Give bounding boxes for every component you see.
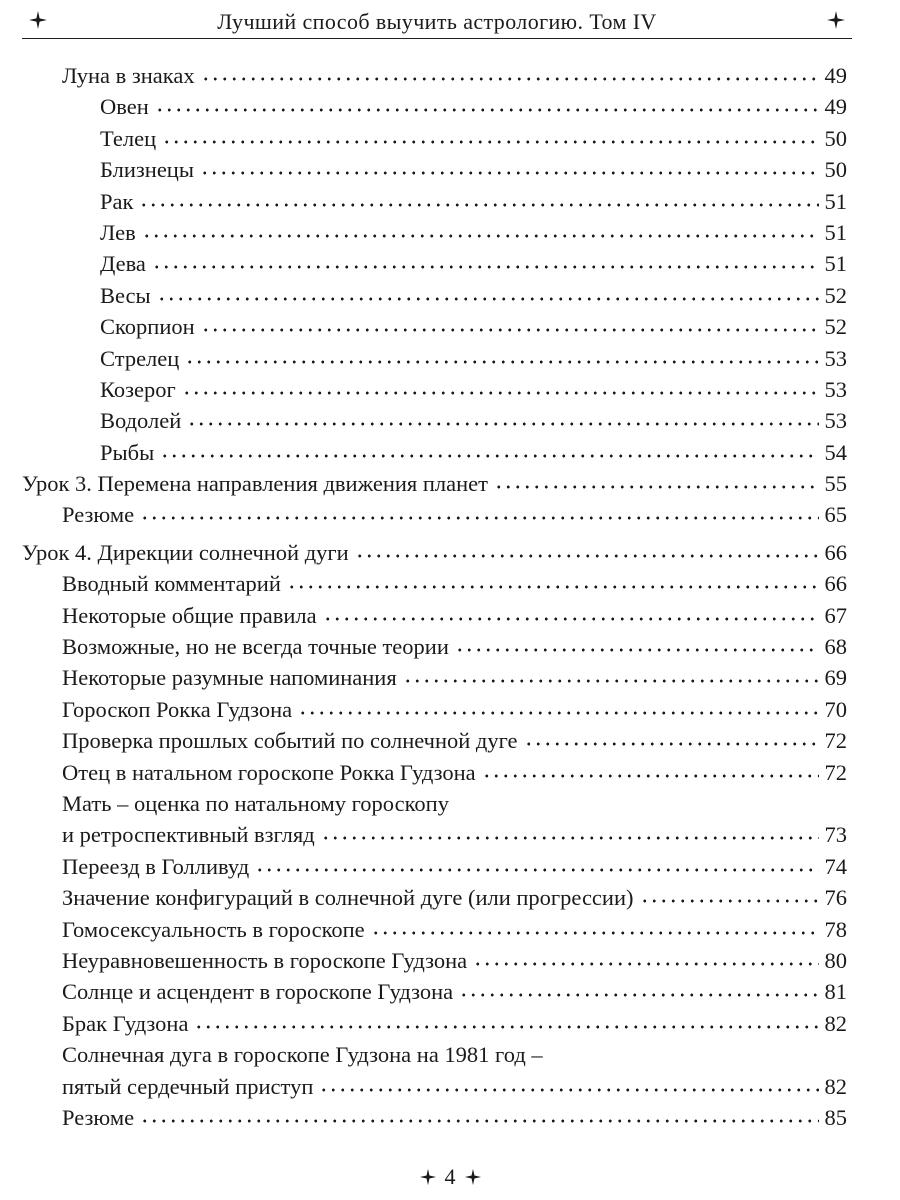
toc-entry-label: Козерог <box>100 376 176 402</box>
toc-page-number: 52 <box>824 314 847 340</box>
star-ornament-icon <box>419 1168 437 1186</box>
toc-entry-moon-in-signs[interactable] <box>22 60 847 91</box>
dot-leader <box>200 170 819 176</box>
toc-page-number: 67 <box>824 602 847 628</box>
book-title: Лучший способ выучить астрологию. Том IV <box>217 9 657 34</box>
toc-page-number: 51 <box>824 219 847 245</box>
toc-entry-label: Некоторые разумные напоминания <box>62 665 397 691</box>
toc-entry-arc-1981-line1[interactable]: Солнечная дуга в гороскопе Гудзона на 1981 год – <box>62 1042 543 1068</box>
toc-entry[interactable] <box>22 694 847 725</box>
toc-entry[interactable] <box>22 1008 847 1039</box>
toc-entry-label: Весы <box>100 282 151 308</box>
toc-entry-label: Скорпион <box>100 314 195 340</box>
toc-entry[interactable] <box>22 217 847 248</box>
dot-leader <box>194 1024 818 1030</box>
toc-page-number: 49 <box>824 63 847 88</box>
toc-entry-label: Некоторые общие правила <box>62 602 317 628</box>
toc-entry[interactable] <box>22 914 847 945</box>
toc-entry-lesson-3[interactable] <box>22 468 847 499</box>
toc-entry[interactable] <box>22 186 847 217</box>
lesson-4-list <box>22 568 847 788</box>
page-footer <box>0 1164 900 1190</box>
toc-entry-arc-1981[interactable] <box>22 1071 847 1102</box>
dot-leader <box>403 678 819 684</box>
toc-entry-label: Гомосексуальность в гороскопе <box>62 916 365 942</box>
toc-entry-label: Проверка прошлых событий по солнечной дуге <box>62 728 518 754</box>
toc-page-number: 65 <box>824 502 847 528</box>
toc-page-number: 66 <box>824 539 847 565</box>
dot-leader <box>160 453 818 459</box>
dot-leader <box>355 553 819 559</box>
dot-leader <box>323 616 819 622</box>
toc-page-number: 53 <box>824 376 847 402</box>
toc-entry-label: Овен <box>100 94 149 120</box>
toc-entry-label: пятый сердечный приступ <box>62 1073 314 1099</box>
toc-entry-label: Рыбы <box>100 439 155 465</box>
dot-leader <box>152 264 819 270</box>
lesson-3-list <box>22 499 847 530</box>
toc-page-number: 78 <box>824 916 847 942</box>
toc-entry[interactable] <box>22 280 847 311</box>
star-ornament-icon <box>464 1168 482 1186</box>
toc-entry[interactable] <box>22 499 847 530</box>
toc-entry-lesson-4[interactable] <box>22 537 847 568</box>
toc-entry-label: Урок 3. Перемена направления движения планет <box>22 471 488 497</box>
dot-leader <box>185 359 818 365</box>
dot-leader <box>524 741 819 747</box>
toc-entry[interactable] <box>22 123 847 154</box>
toc-entry-label: Телец <box>100 125 157 151</box>
toc-entry[interactable] <box>22 311 847 342</box>
toc-page-number: 53 <box>824 408 847 434</box>
toc-entry-label: Лев <box>100 219 136 245</box>
toc-entry[interactable] <box>22 154 847 185</box>
toc-entry-label: Солнце и асцендент в гороскопе Гудзона <box>62 979 454 1005</box>
toc-page-number: 53 <box>824 345 847 371</box>
dot-leader <box>155 107 819 113</box>
toc-entry[interactable] <box>22 600 847 631</box>
toc-page-number: 66 <box>824 571 847 597</box>
toc-entry-label: Брак Гудзона <box>62 1010 189 1036</box>
toc-entry-label: Рак <box>100 188 134 214</box>
toc-page-number: 80 <box>824 947 847 973</box>
toc-entry[interactable] <box>22 725 847 756</box>
toc-entry[interactable] <box>22 374 847 405</box>
dot-leader <box>287 584 819 590</box>
dot-leader <box>140 515 818 521</box>
toc-entry[interactable] <box>22 91 847 122</box>
toc-entry[interactable] <box>22 437 847 468</box>
dot-leader <box>321 835 819 841</box>
toc-entry-label: Неуравновешенность в гороскопе Гудзона <box>62 947 468 973</box>
toc-entry-label: Стрелец <box>100 345 180 371</box>
moon-signs-list <box>22 91 847 468</box>
toc-entry-label: Отец в натальном гороскопе Рокка Гудзона <box>62 759 476 785</box>
dot-leader <box>162 139 818 145</box>
toc-entry[interactable] <box>22 405 847 436</box>
toc-page-number: 70 <box>824 696 847 722</box>
toc-entry[interactable] <box>22 976 847 1007</box>
dot-leader <box>494 484 819 490</box>
toc-entry-label: Вводный комментарий <box>62 571 281 597</box>
toc-entry[interactable] <box>22 568 847 599</box>
toc-entry-mother[interactable] <box>22 819 847 850</box>
page-header <box>22 6 852 39</box>
toc-entry[interactable] <box>22 757 847 788</box>
toc-page-number: 76 <box>824 885 847 911</box>
toc-entry-label: Дева <box>100 251 146 277</box>
toc-page-number: 82 <box>824 1073 847 1099</box>
toc-entry-label: Луна в знаках <box>62 63 195 88</box>
dot-leader <box>140 1118 818 1124</box>
toc-entry-label: Значение конфигураций в солнечной дуге (или прогрессии) <box>62 885 634 911</box>
dot-leader <box>298 710 818 716</box>
dot-leader <box>455 647 819 653</box>
toc-page-number: 68 <box>824 634 847 660</box>
toc-entry[interactable] <box>22 343 847 374</box>
toc-entry-label: Резюме <box>62 1104 135 1130</box>
toc-entry[interactable] <box>22 945 847 976</box>
toc-page-number: 69 <box>824 665 847 691</box>
toc-entry[interactable] <box>22 248 847 279</box>
dot-leader <box>139 202 818 208</box>
dot-leader <box>459 992 818 998</box>
toc-page-number: 73 <box>824 822 847 848</box>
toc-page-number: 81 <box>824 979 847 1005</box>
dot-leader <box>201 76 819 82</box>
toc-entry-label: Возможные, но не всегда точные теории <box>62 634 449 660</box>
dot-leader <box>182 390 819 396</box>
dot-leader <box>142 233 819 239</box>
dot-leader <box>482 773 819 779</box>
toc-entry-summary[interactable] <box>22 1102 847 1133</box>
toc-entry-label: и ретроспективный взгляд <box>62 822 315 848</box>
page-number: 4 <box>444 1164 456 1189</box>
toc-entry-label: Урок 4. Дирекции солнечной дуги <box>22 539 349 565</box>
toc-page-number: 72 <box>824 728 847 754</box>
toc-entry[interactable] <box>22 882 847 913</box>
lesson-4-list-continued <box>22 851 847 1039</box>
dot-leader <box>371 930 819 936</box>
toc-page-number: 51 <box>824 188 847 214</box>
dot-leader <box>640 898 819 904</box>
dot-leader <box>255 867 818 873</box>
toc-page-number: 50 <box>824 125 847 151</box>
toc-page-number: 51 <box>824 251 847 277</box>
toc-page-number: 52 <box>824 282 847 308</box>
toc-page-number: 72 <box>824 759 847 785</box>
toc-entry-mother-line1[interactable]: Мать – оценка по натальному гороскопу <box>62 790 449 816</box>
toc-entry[interactable] <box>22 662 847 693</box>
dot-leader <box>473 961 818 967</box>
toc-entry-label: Переезд в Голливуд <box>62 853 250 879</box>
toc-page-number: 85 <box>824 1104 847 1130</box>
dot-leader <box>157 296 819 302</box>
toc-page-number: 54 <box>824 439 847 465</box>
toc-entry[interactable] <box>22 851 847 882</box>
dot-leader <box>201 327 819 333</box>
toc-entry-label: Гороскоп Рокка Гудзона <box>62 696 293 722</box>
toc-entry-label: Резюме <box>62 502 135 528</box>
dot-leader <box>319 1087 818 1093</box>
table-of-contents <box>22 60 847 1133</box>
toc-page-number: 74 <box>824 853 847 879</box>
toc-page-number: 49 <box>824 94 847 120</box>
toc-entry-label: Водолей <box>100 408 182 434</box>
star-ornament-icon <box>826 10 846 30</box>
toc-entry-label: Близнецы <box>100 157 194 183</box>
dot-leader <box>187 421 818 427</box>
toc-page-number: 82 <box>824 1010 847 1036</box>
toc-page-number: 55 <box>824 471 847 497</box>
toc-page-number: 50 <box>824 157 847 183</box>
toc-entry[interactable] <box>22 631 847 662</box>
